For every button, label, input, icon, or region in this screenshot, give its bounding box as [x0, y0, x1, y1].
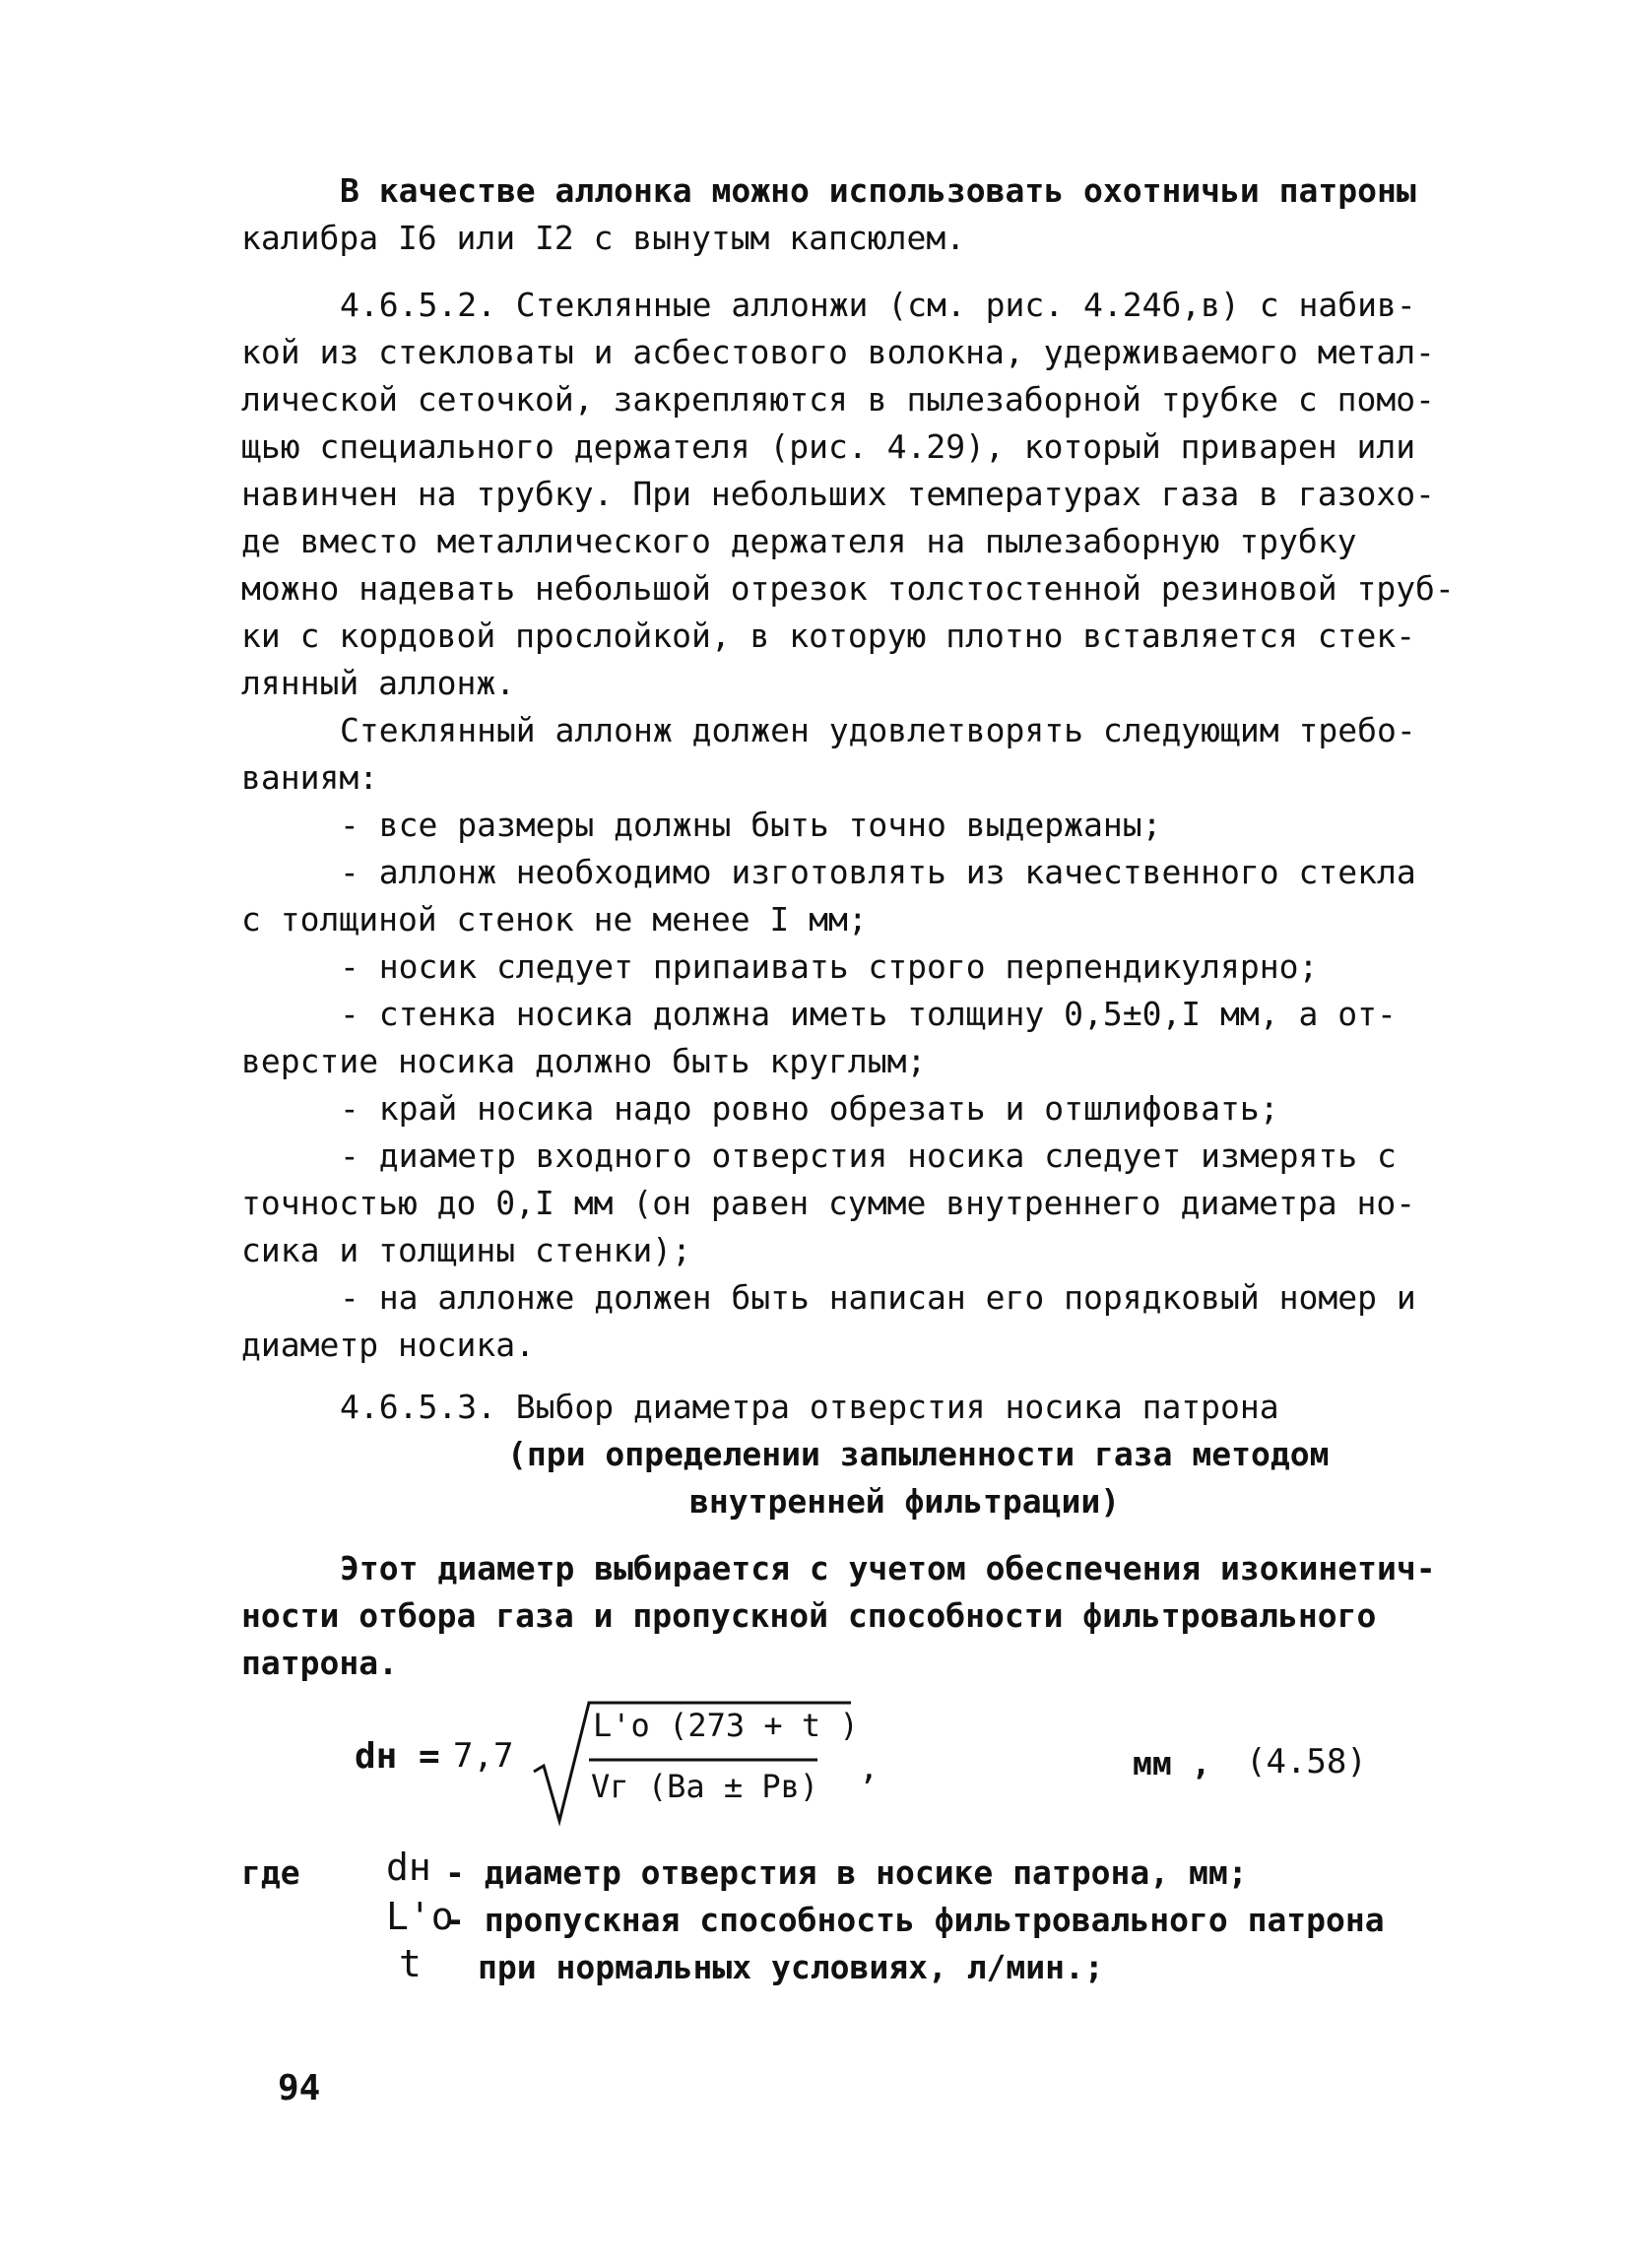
- page-number: 94: [278, 2068, 321, 2108]
- formula-numerator: L'о (273 + t ): [593, 1707, 859, 1744]
- definitions-where: где: [241, 1853, 300, 1892]
- formula-denominator: Vг (Ba ± Pв): [591, 1768, 819, 1805]
- section-heading-line3: внутренней фильтрации): [689, 1482, 1121, 1521]
- para2-line4: щью специального держателя (рис. 4.29), который приварен или: [241, 427, 1416, 466]
- para2-line1: 4.6.5.2. Стеклянные аллонжи (см. рис. 4.24б,в) с набив-: [340, 286, 1416, 324]
- definition-symbol-t: t: [399, 1942, 422, 1985]
- list-item-1: - все размеры должны быть точно выдержаны;: [340, 806, 1162, 844]
- para2-line3: лической сеточкой, закрепляются в пылезаборной трубке с помо-: [241, 380, 1435, 419]
- para2-line5: навинчен на трубку. При небольших температурах газа в газохо-: [241, 475, 1435, 513]
- definition-symbol-dh: dн: [386, 1846, 431, 1889]
- para3-line1: Стеклянный аллонж должен удовлетворять следующим требо-: [340, 711, 1416, 749]
- para4-line1: Этот диаметр выбирается с учетом обеспечения изокинетич-: [340, 1549, 1436, 1588]
- formula-comma: ,: [859, 1748, 880, 1787]
- list-item-6: - диаметр входного отверстия носика следует измерять с: [340, 1136, 1397, 1175]
- section-heading-line1: 4.6.5.3. Выбор диаметра отверстия носика патрона: [340, 1388, 1279, 1426]
- para2-line6: де вместо металлического держателя на пылезаборную трубку: [241, 522, 1357, 560]
- list-item-7: - на аллонже должен быть написан его порядковый номер и: [340, 1278, 1416, 1317]
- para1-line1: В качестве аллонка можно использовать охотничьи патроны: [340, 171, 1416, 210]
- definition-symbol-lo: L'о: [386, 1895, 454, 1938]
- formula-coefficient: 7,7: [453, 1736, 514, 1776]
- definition-text-t: при нормальных условиях, л/мин.;: [478, 1948, 1104, 1986]
- para2-line2: кой из стекловаты и асбестового волокна, удерживаемого метал-: [241, 333, 1435, 371]
- para4-line3: патрона.: [241, 1644, 398, 1682]
- list-item-4: - стенка носика должна иметь толщину 0,5±0,I мм, а от-: [340, 995, 1397, 1033]
- definition-text-lo: - пропускная способность фильтровального патрона: [445, 1901, 1385, 1939]
- list-item-4-cont: верстие носика должно быть круглым;: [241, 1042, 927, 1080]
- formula-4-58: [355, 1689, 1399, 1837]
- para1-line2: калибра I6 или I2 с вынутым капсюлем.: [241, 219, 966, 257]
- list-item-3: - носик следует припаивать строго перпендикулярно;: [340, 947, 1319, 986]
- para2-line8: ки с кордовой прослойкой, в которую плотно вставляется стек-: [241, 616, 1416, 655]
- para2-line9: лянный аллонж.: [241, 664, 516, 702]
- para4-line2: ности отбора газа и пропускной способности фильтровального: [241, 1596, 1377, 1635]
- formula-unit: мм ,: [1133, 1744, 1211, 1782]
- list-item-7-cont: диаметр носика.: [241, 1326, 536, 1364]
- formula-lhs: dн =: [355, 1736, 440, 1777]
- list-item-2-cont: с толщиной стенок не менее I мм;: [241, 900, 868, 939]
- list-item-2: - аллонж необходимо изготовлять из качественного стекла: [340, 853, 1416, 891]
- list-item-5: - край носика надо ровно обрезать и отшлифовать;: [340, 1089, 1279, 1128]
- list-item-6-cont2: сика и толщины стенки);: [241, 1231, 691, 1269]
- list-item-6-cont: точностью до 0,I мм (он равен сумме внутреннего диаметра но-: [241, 1184, 1416, 1222]
- para3-line2: ваниям:: [241, 758, 379, 797]
- definition-text-dh: - диаметр отверстия в носике патрона, мм;: [445, 1853, 1248, 1892]
- formula-number: (4.58): [1246, 1742, 1367, 1782]
- section-heading-line2: (при определении запыленности газа методом: [507, 1435, 1330, 1473]
- para2-line7: можно надевать небольшой отрезок толстостенной резиновой труб-: [241, 569, 1455, 608]
